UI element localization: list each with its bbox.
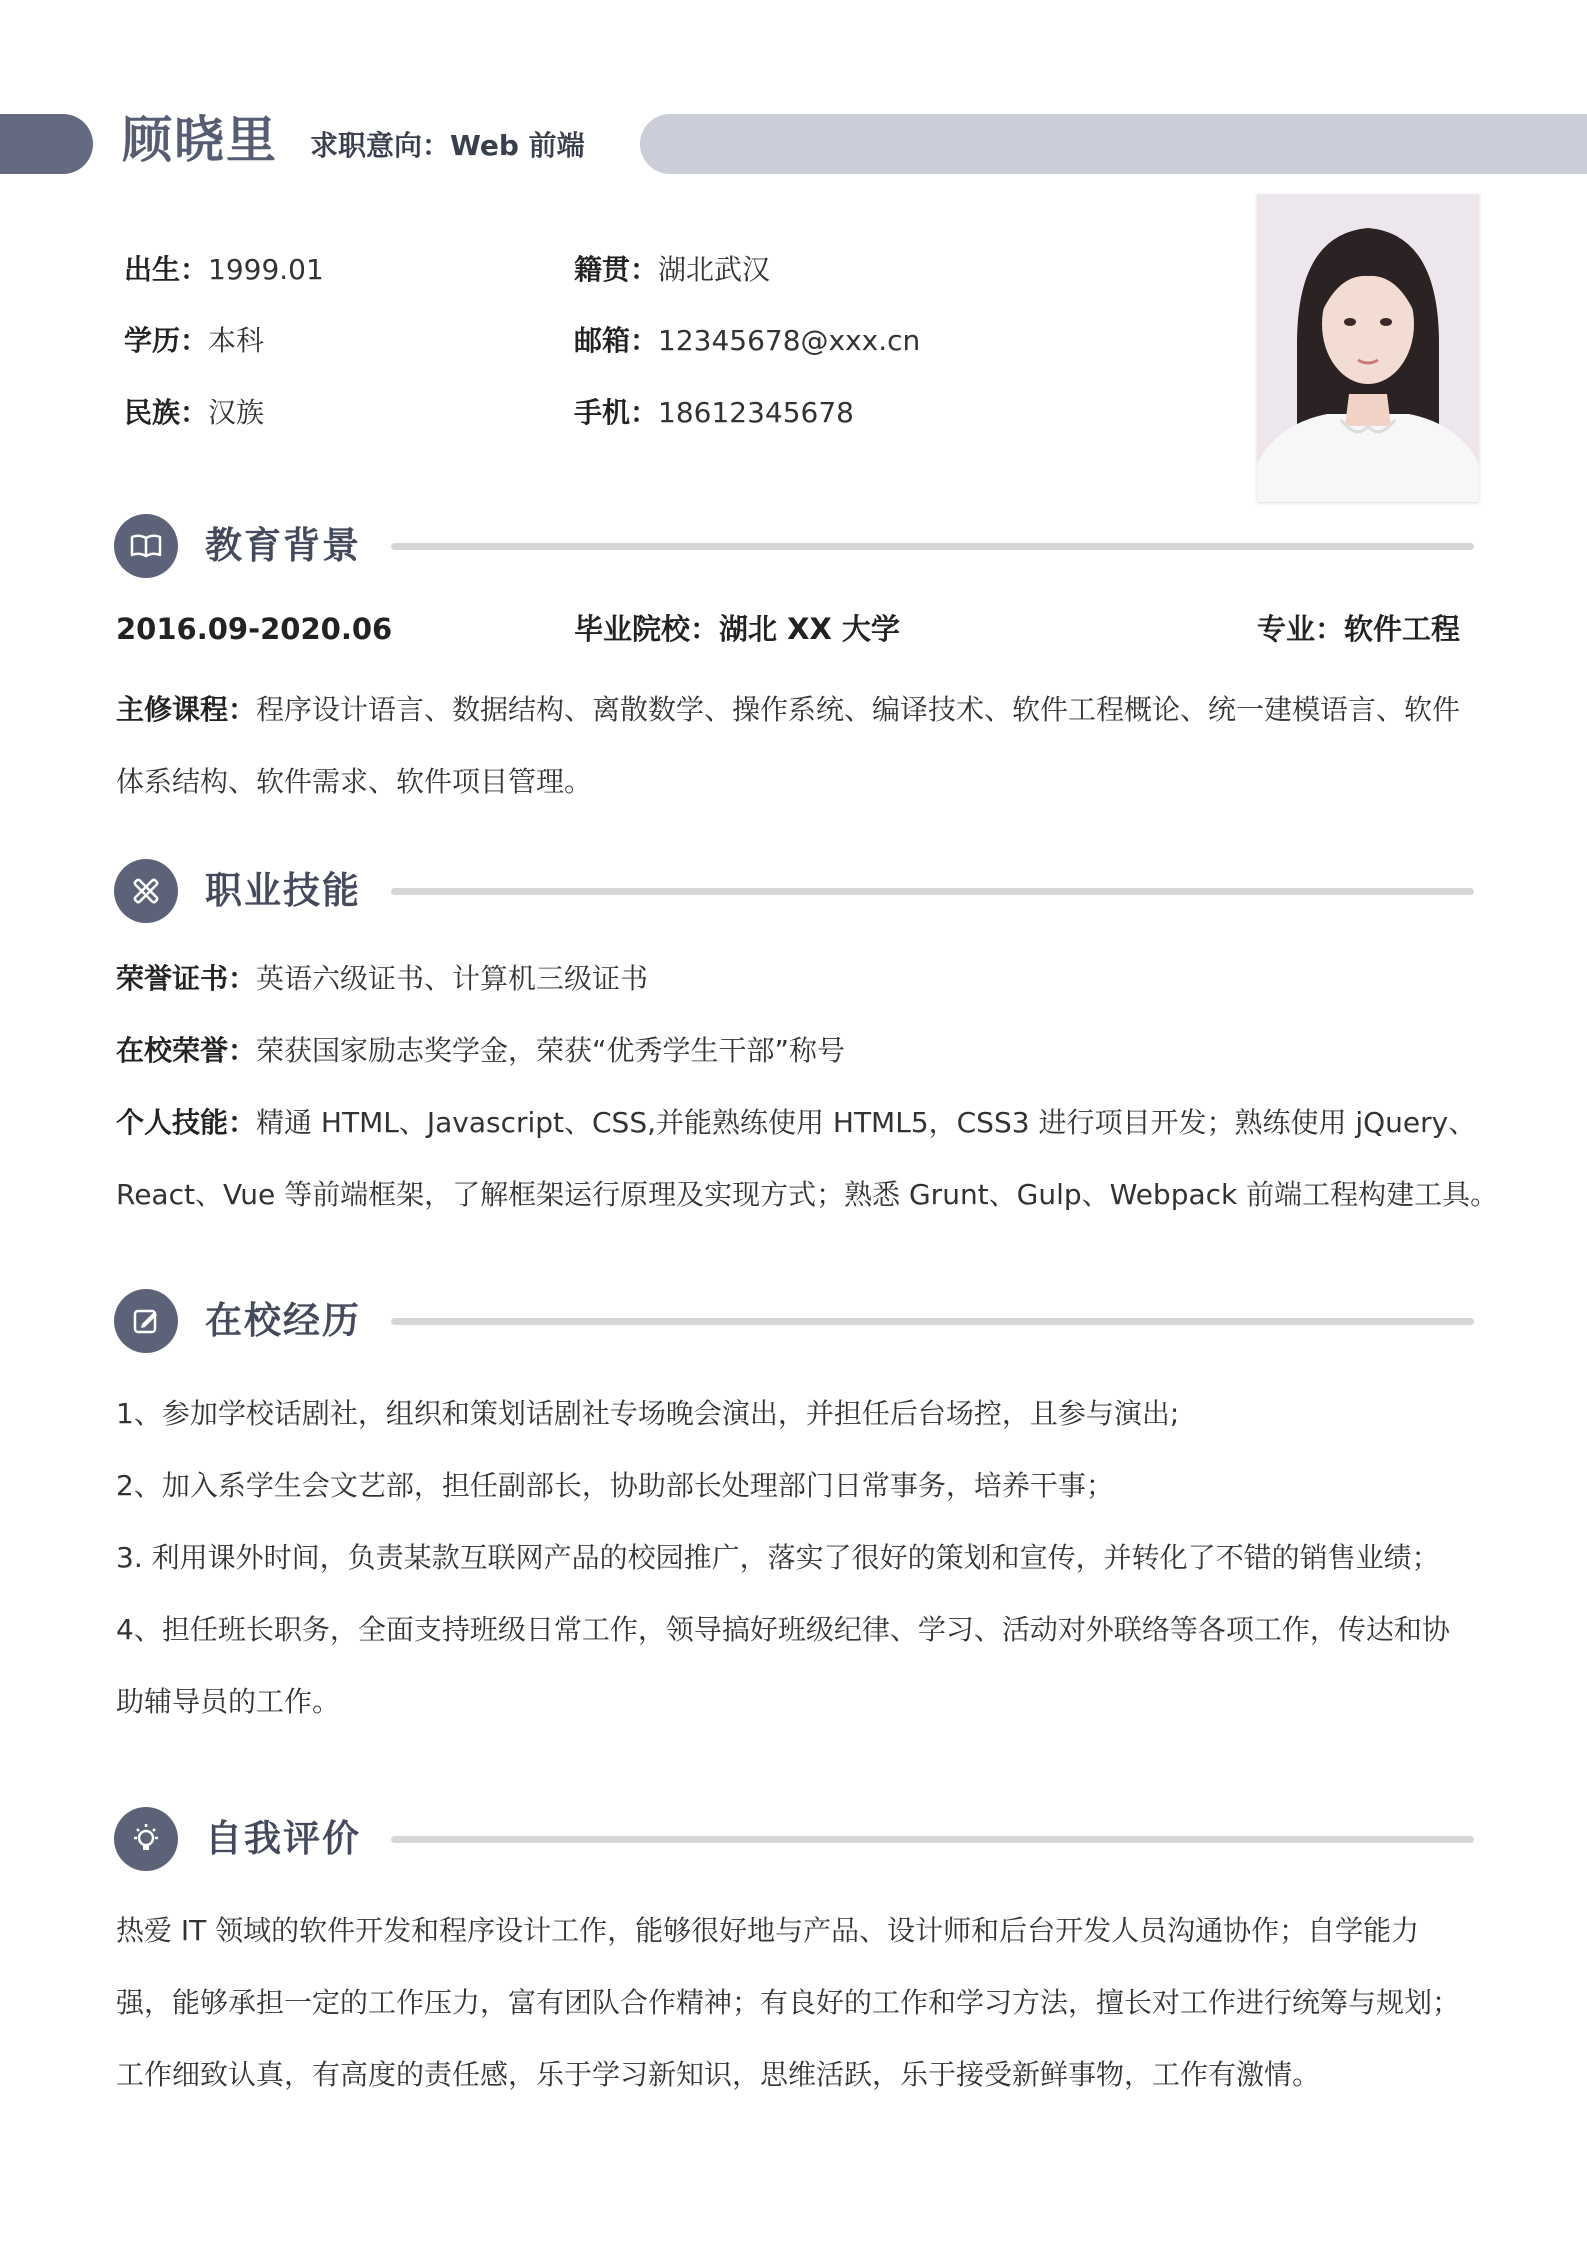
info-email-label: 邮箱： bbox=[574, 324, 659, 357]
section-skills-header bbox=[114, 859, 1474, 923]
section-skills-title: 职业技能 bbox=[205, 869, 361, 912]
profile-photo bbox=[1257, 194, 1479, 502]
info-phone-label: 手机： bbox=[574, 396, 659, 429]
courses-label: 主修课程： bbox=[116, 693, 257, 726]
section-divider bbox=[391, 543, 1474, 550]
personal-label: 个人技能： bbox=[116, 1106, 257, 1139]
info-degree bbox=[124, 321, 264, 361]
campus-item: 4、担任班长职务，全面支持班级日常工作，领导搞好班级纪律、学习、活动对外联络等各项工作，传达和协助辅导员的工作。 bbox=[116, 1613, 1450, 1718]
skills-personal-line-2: React、Vue 等前端框架，了解框架运行原理及实现方式；熟悉 Grunt、Gulp、Webpack 前端工程构建工具。 bbox=[116, 1178, 1499, 1211]
candidate-name: 顾晓里 bbox=[122, 111, 278, 169]
info-email bbox=[574, 321, 920, 361]
info-ethnic bbox=[124, 393, 264, 433]
header-accent-bar bbox=[640, 114, 1587, 174]
job-intent: 求职意向：Web 前端 bbox=[310, 129, 585, 162]
education-major: 专业：软件工程 bbox=[1257, 612, 1461, 646]
cert-text: 英语六级证书、计算机三级证书 bbox=[256, 962, 649, 995]
tools-icon bbox=[114, 859, 178, 923]
personal-text-1: 精通 HTML、Javascript、CSS,并能熟练使用 HTML5，CSS3 进行项目开发；熟练使用 jQuery、 bbox=[256, 1106, 1477, 1139]
info-degree-label: 学历： bbox=[124, 324, 209, 357]
header-accent-tab bbox=[0, 114, 93, 174]
info-phone bbox=[574, 393, 854, 433]
skills-personal-line-1 bbox=[116, 1103, 1481, 1143]
section-divider bbox=[391, 888, 1474, 895]
lightbulb-icon bbox=[114, 1807, 178, 1871]
skills-cert bbox=[116, 959, 1481, 999]
honor-text: 荣获国家励志奖学金，荣获“优秀学生干部”称号 bbox=[256, 1034, 846, 1067]
honor-label: 在校荣誉： bbox=[116, 1034, 257, 1067]
info-phone-value: 18612345678 bbox=[658, 396, 854, 429]
skills-honor bbox=[116, 1031, 1481, 1071]
portrait-illustration bbox=[1257, 194, 1479, 502]
section-education-title: 教育背景 bbox=[205, 524, 361, 567]
info-birth-value: 1999.01 bbox=[208, 253, 324, 286]
info-degree-value: 本科 bbox=[208, 324, 265, 357]
info-ethnic-label: 民族： bbox=[124, 396, 209, 429]
education-period: 2016.09-2020.06 bbox=[116, 612, 393, 646]
self-evaluation-text: 热爱 IT 领域的软件开发和程序设计工作，能够很好地与产品、设计师和后台开发人员沟通协作；自学能力强，能够承担一定的工作压力，富有团队合作精神；有良好的工作和学习方法，擅长对工作进行统筹与规划；工作细致认真，有高度的责任感，乐于学习新知识，思维活跃，乐于接受新鲜事物，工作有激情。 bbox=[116, 1914, 1461, 2091]
section-campus-header bbox=[114, 1289, 1474, 1353]
section-self-title: 自我评价 bbox=[205, 1817, 361, 1860]
section-divider bbox=[391, 1318, 1474, 1325]
section-self-header bbox=[114, 1807, 1474, 1871]
campus-item: 3. 利用课外时间，负责某款互联网产品的校园推广，落实了很好的策划和宣传，并转化了不错的销售业绩； bbox=[116, 1541, 1440, 1574]
info-ethnic-value: 汉族 bbox=[208, 396, 265, 429]
edit-icon bbox=[114, 1289, 178, 1353]
section-education-header bbox=[114, 514, 1474, 578]
section-divider bbox=[391, 1836, 1474, 1843]
info-birth bbox=[124, 250, 324, 290]
campus-item: 1、参加学校话剧社，组织和策划话剧社专场晚会演出，并担任后台场控，且参与演出; bbox=[116, 1397, 1180, 1430]
courses-text: 程序设计语言、数据结构、离散数学、操作系统、编译技术、软件工程概论、统一建模语言、软件体系结构、软件需求、软件项目管理。 bbox=[116, 693, 1461, 798]
campus-item: 2、加入系学生会文艺部，担任副部长，协助部长处理部门日常事务，培养干事； bbox=[116, 1469, 1114, 1502]
info-native bbox=[574, 250, 770, 290]
cert-label: 荣誉证书： bbox=[116, 962, 257, 995]
education-courses bbox=[116, 674, 1474, 818]
info-native-value: 湖北武汉 bbox=[658, 253, 771, 286]
info-birth-label: 出生： bbox=[124, 253, 209, 286]
section-campus-title: 在校经历 bbox=[205, 1299, 361, 1342]
education-school: 毕业院校：湖北 XX 大学 bbox=[574, 612, 900, 646]
info-native-label: 籍贯： bbox=[574, 253, 659, 286]
book-icon bbox=[114, 514, 178, 578]
info-email-value: 12345678@xxx.cn bbox=[658, 324, 921, 357]
